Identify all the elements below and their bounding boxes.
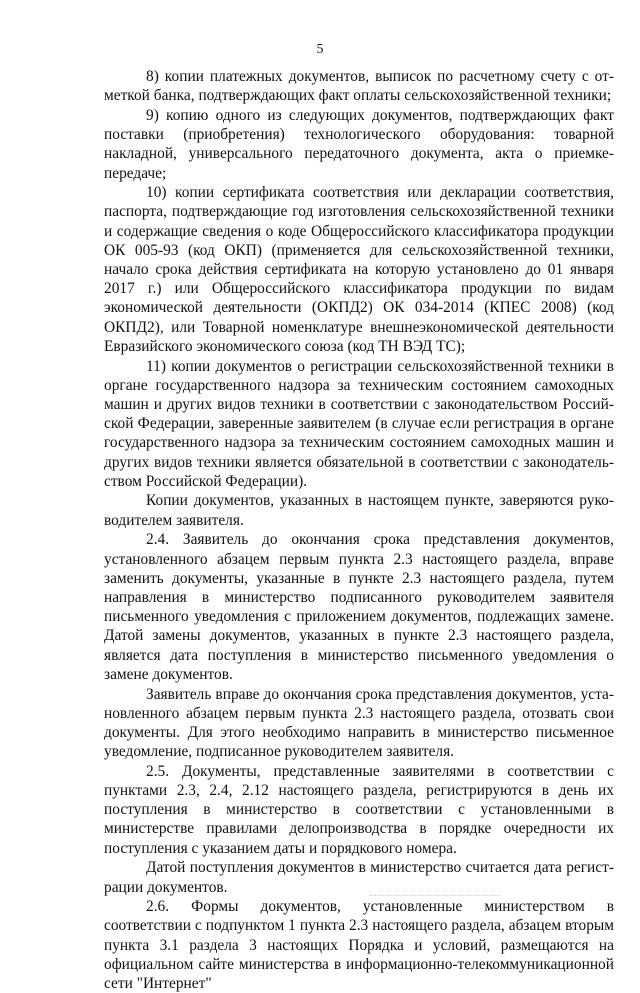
- paragraph-certification-note: Копии документов, указанных в настоящем пункте, заверяются руководителем заявителя.: [104, 492, 614, 529]
- paragraph-item-9: 9) копию одного из следующих документов, подтверждающих факт поставки (приобретения) технологического оборудования: товарной накладной, универсального передаточного документа, акта о приемке-передаче;: [104, 106, 614, 182]
- paragraph-receipt-date: Датой поступления документов в министерство считается дата регистрации документов.: [104, 859, 614, 896]
- scan-artifact: [370, 895, 500, 898]
- paragraph-section-2-6: 2.6. Формы документов, установленные министерством в соответствии с подпунктом 1 пункта 2.3 настоящего раздела, абзацем вторым пункта 3.1 раздела 3 настоящих Порядка и условий, размещаются на официальном сайте министерства в информационно-телекоммуникационной сети "Интернет": [104, 898, 614, 993]
- paragraph-item-10: 10) копии сертификата соответствия или декларации соответствия, паспорта, подтверждающие год изготовления сельскохозяйственной техники и содержащие сведения о коде Общероссийского классификатора продукции ОК 005-93 (код ОКП) (применяется для сельскохозяйственной техники, начало срока действия сертификата на которую установлено до 01 января 2017 г.) или Общероссийского классификатора продукции по видам экономической деятельности (ОКПД2) ОК 034-2014 (КПЕС 2008) (код ОКПД2), или Товарной номенклатуре внешнеэкономической деятельности Евразийского экономического союза (код ТН ВЭД ТС);: [104, 184, 614, 355]
- page-number: 5: [316, 42, 324, 57]
- paragraph-item-8: 8) копии платежных документов, выписок по расчетному счету с отметкой банка, подтверждающих факт оплаты сельскохозяйственной техники;: [104, 68, 614, 105]
- paragraph-section-2-4: 2.4. Заявитель до окончания срока представления документов, установленного абзацем первым пункта 2.3 настоящего раздела, вправе заменить документы, указанные в пункте 2.3 настоящего раздела, путем направления в министерство подписанного руководителем заявителя письменного уведомления с приложением документов, подлежащих замене. Датой замены документов, указанных в пункте 2.3 настоящего раздела, является дата поступления в министерство письменного уведомления о замене документов.: [104, 531, 614, 683]
- paragraph-section-2-5: 2.5. Документы, представленные заявителями в соответствии с пунктами 2.3, 2.4, 2.12 настоящего раздела, регистрируются в день их поступления в министерство в соответствии с установленными в министерстве правилами делопроизводства в порядке очередности их поступления с указанием даты и порядкового номера.: [104, 762, 614, 857]
- paragraph-withdrawal: Заявитель вправе до окончания срока представления документов, установленного абзацем первым пункта 2.3 настоящего раздела, отозвать свои документы. Для этого необходимо направить в министерство письменное уведомление, подписанное руководителем заявителя.: [104, 685, 614, 761]
- document-body: [104, 67, 614, 993]
- paragraph-item-11: 11) копии документов о регистрации сельскохозяйственной техники в органе государственного надзора за техническим состоянием самоходных машин и других видов техники в соответствии с законодательством Российской Федерации, заверенные заявителем (в случае если регистрация в органе государственного надзора за техническим состоянием самоходных машин и других видов техники является обязательной в соответствии с законодательством Российской Федерации).: [104, 357, 614, 490]
